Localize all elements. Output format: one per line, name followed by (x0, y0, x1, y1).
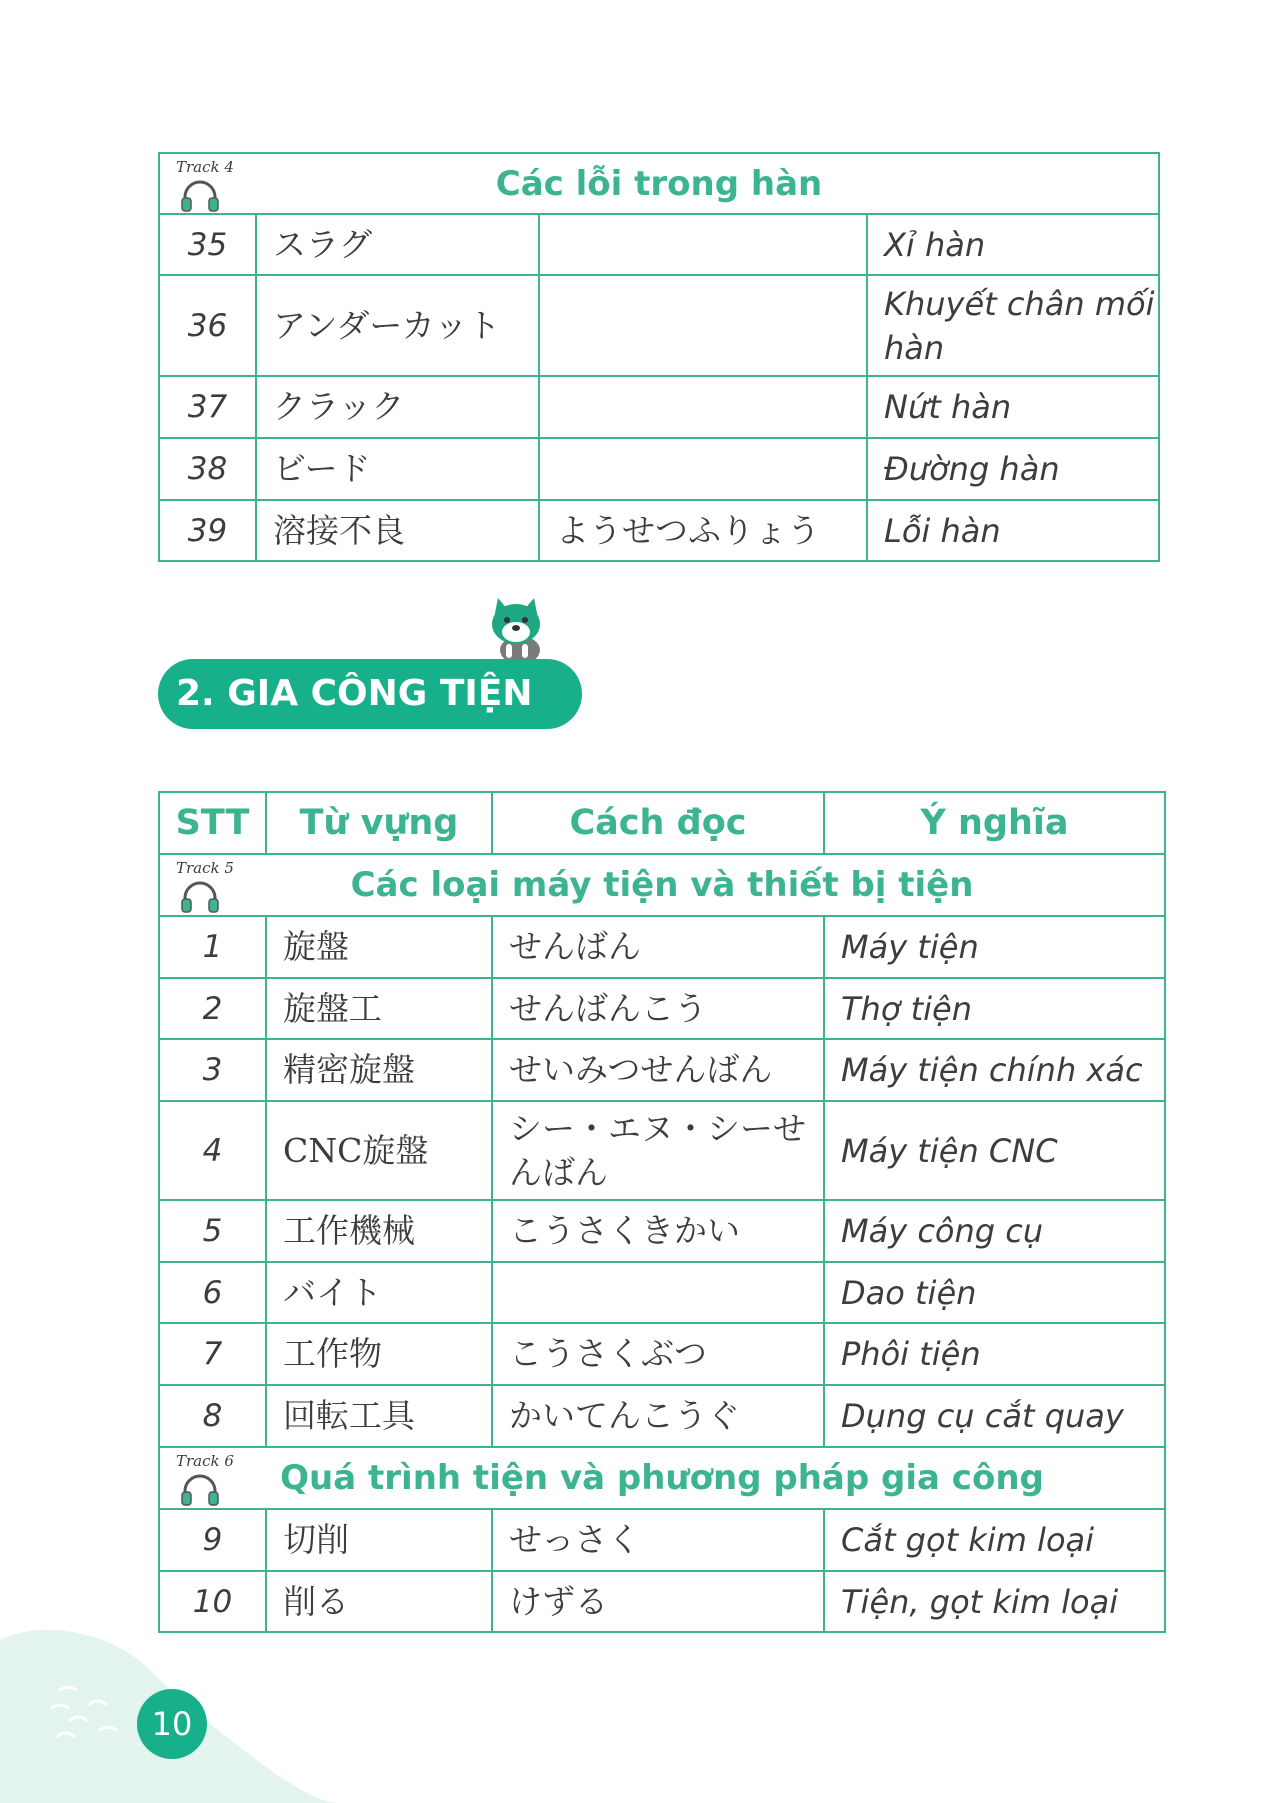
banner-title: 2. GIA CÔNG TIỆN (176, 673, 533, 714)
vocab-meaning: Dụng cụ cắt quay (824, 1385, 1165, 1447)
vocab-meaning: Thợ tiện (824, 978, 1165, 1039)
row-number: 39 (159, 500, 256, 561)
table-row (159, 1101, 1165, 1200)
vocab-meaning: Cắt gọt kim loại (824, 1509, 1165, 1571)
vocab-reading (539, 214, 867, 275)
vocab-reading (539, 376, 867, 438)
table-row (159, 1039, 1165, 1101)
row-number: 10 (159, 1571, 266, 1632)
table-header-row (159, 792, 1165, 854)
column-header-meaning: Ý nghĩa (824, 792, 1165, 854)
vocab-meaning: Tiện, gọt kim loại (824, 1571, 1165, 1632)
vocab-meaning: Dao tiện (824, 1262, 1165, 1323)
row-number: 8 (159, 1385, 266, 1447)
table-row (159, 214, 1159, 275)
vocab-reading (539, 275, 867, 376)
vocab-reading: シー・エヌ・シーせんばん (492, 1101, 824, 1200)
vocab-meaning: Máy tiện chính xác (824, 1039, 1165, 1101)
page-number: 10 (151, 1705, 193, 1743)
vocab-meaning: Máy tiện CNC (824, 1101, 1165, 1200)
vocab-word: 工作物 (266, 1323, 492, 1385)
row-number: 1 (159, 916, 266, 978)
vocab-word: 切削 (266, 1509, 492, 1571)
section-header-lathe-process (159, 1447, 1165, 1509)
section-title: Quá trình tiện và phương pháp gia công (280, 1458, 1044, 1498)
lathe-vocab-table (158, 791, 1166, 1633)
table-row (159, 438, 1159, 500)
section-title: Các lỗi trong hàn (495, 163, 823, 204)
table-row (159, 1385, 1165, 1447)
column-header-word: Từ vựng (266, 792, 492, 854)
vocab-reading: せんばん (492, 916, 824, 978)
vocab-word: スラグ (256, 214, 539, 275)
track-label: Track 6 (176, 1452, 234, 1470)
headphone-icon (180, 180, 220, 212)
row-number: 2 (159, 978, 266, 1039)
table-row (159, 978, 1165, 1039)
row-number: 35 (159, 214, 256, 275)
vocab-reading: せいみつせんばん (492, 1039, 824, 1101)
vocab-reading: こうさくぶつ (492, 1323, 824, 1385)
row-number: 5 (159, 1200, 266, 1262)
vocab-word: ビード (256, 438, 539, 500)
vocab-word: クラック (256, 376, 539, 438)
table-row (159, 1262, 1165, 1323)
table-row (159, 275, 1159, 376)
track-5-audio[interactable] (176, 859, 246, 913)
vocab-reading: けずる (492, 1571, 824, 1632)
vocab-word: 溶接不良 (256, 500, 539, 561)
vocab-reading: ようせつふりょう (539, 500, 867, 561)
table-row (159, 376, 1159, 438)
vocab-meaning: Đường hàn (867, 438, 1159, 500)
vocab-word: アンダーカット (256, 275, 539, 376)
vocab-reading: せんばんこう (492, 978, 824, 1039)
vocab-reading: せっさく (492, 1509, 824, 1571)
column-header-no: STT (159, 792, 266, 854)
headphone-icon (180, 881, 220, 913)
vocab-meaning: Máy tiện (824, 916, 1165, 978)
row-number: 38 (159, 438, 256, 500)
vocab-word: CNC旋盤 (266, 1101, 492, 1200)
vocab-meaning: Nứt hàn (867, 376, 1159, 438)
track-4-audio[interactable] (176, 158, 246, 212)
page-number-badge (137, 1689, 207, 1759)
table-row (159, 1323, 1165, 1385)
section-header-welding-defects (159, 153, 1159, 214)
vocab-word: 削る (266, 1571, 492, 1632)
row-number: 4 (159, 1101, 266, 1200)
track-label: Track 4 (176, 158, 234, 176)
track-6-audio[interactable] (176, 1452, 246, 1506)
vocab-meaning: Khuyết chân mối hàn (867, 275, 1159, 376)
vocab-reading: かいてんこうぐ (492, 1385, 824, 1447)
row-number: 6 (159, 1262, 266, 1323)
vocab-reading: こうさくきかい (492, 1200, 824, 1262)
row-number: 9 (159, 1509, 266, 1571)
table-row (159, 916, 1165, 978)
vocab-word: バイト (266, 1262, 492, 1323)
vocab-word: 回転工具 (266, 1385, 492, 1447)
vocab-word: 旋盤工 (266, 978, 492, 1039)
vocab-meaning: Phôi tiện (824, 1323, 1165, 1385)
row-number: 36 (159, 275, 256, 376)
shiba-mascot-icon (476, 588, 556, 668)
headphone-icon (180, 1474, 220, 1506)
vocab-reading (539, 438, 867, 500)
welding-defects-table (158, 152, 1160, 562)
section-banner (158, 659, 582, 729)
row-number: 37 (159, 376, 256, 438)
vocab-word: 工作機械 (266, 1200, 492, 1262)
vocab-word: 精密旋盤 (266, 1039, 492, 1101)
section-title: Các loại máy tiện và thiết bị tiện (350, 865, 974, 905)
column-header-reading: Cách đọc (492, 792, 824, 854)
row-number: 7 (159, 1323, 266, 1385)
track-label: Track 5 (176, 859, 234, 877)
vocab-meaning: Xỉ hàn (867, 214, 1159, 275)
vocab-reading (492, 1262, 824, 1323)
vocab-meaning: Máy công cụ (824, 1200, 1165, 1262)
vocab-meaning: Lỗi hàn (867, 500, 1159, 561)
section-header-lathe-types (159, 854, 1165, 916)
row-number: 3 (159, 1039, 266, 1101)
vocab-word: 旋盤 (266, 916, 492, 978)
table-row (159, 1509, 1165, 1571)
table-row (159, 1200, 1165, 1262)
table-row (159, 500, 1159, 561)
